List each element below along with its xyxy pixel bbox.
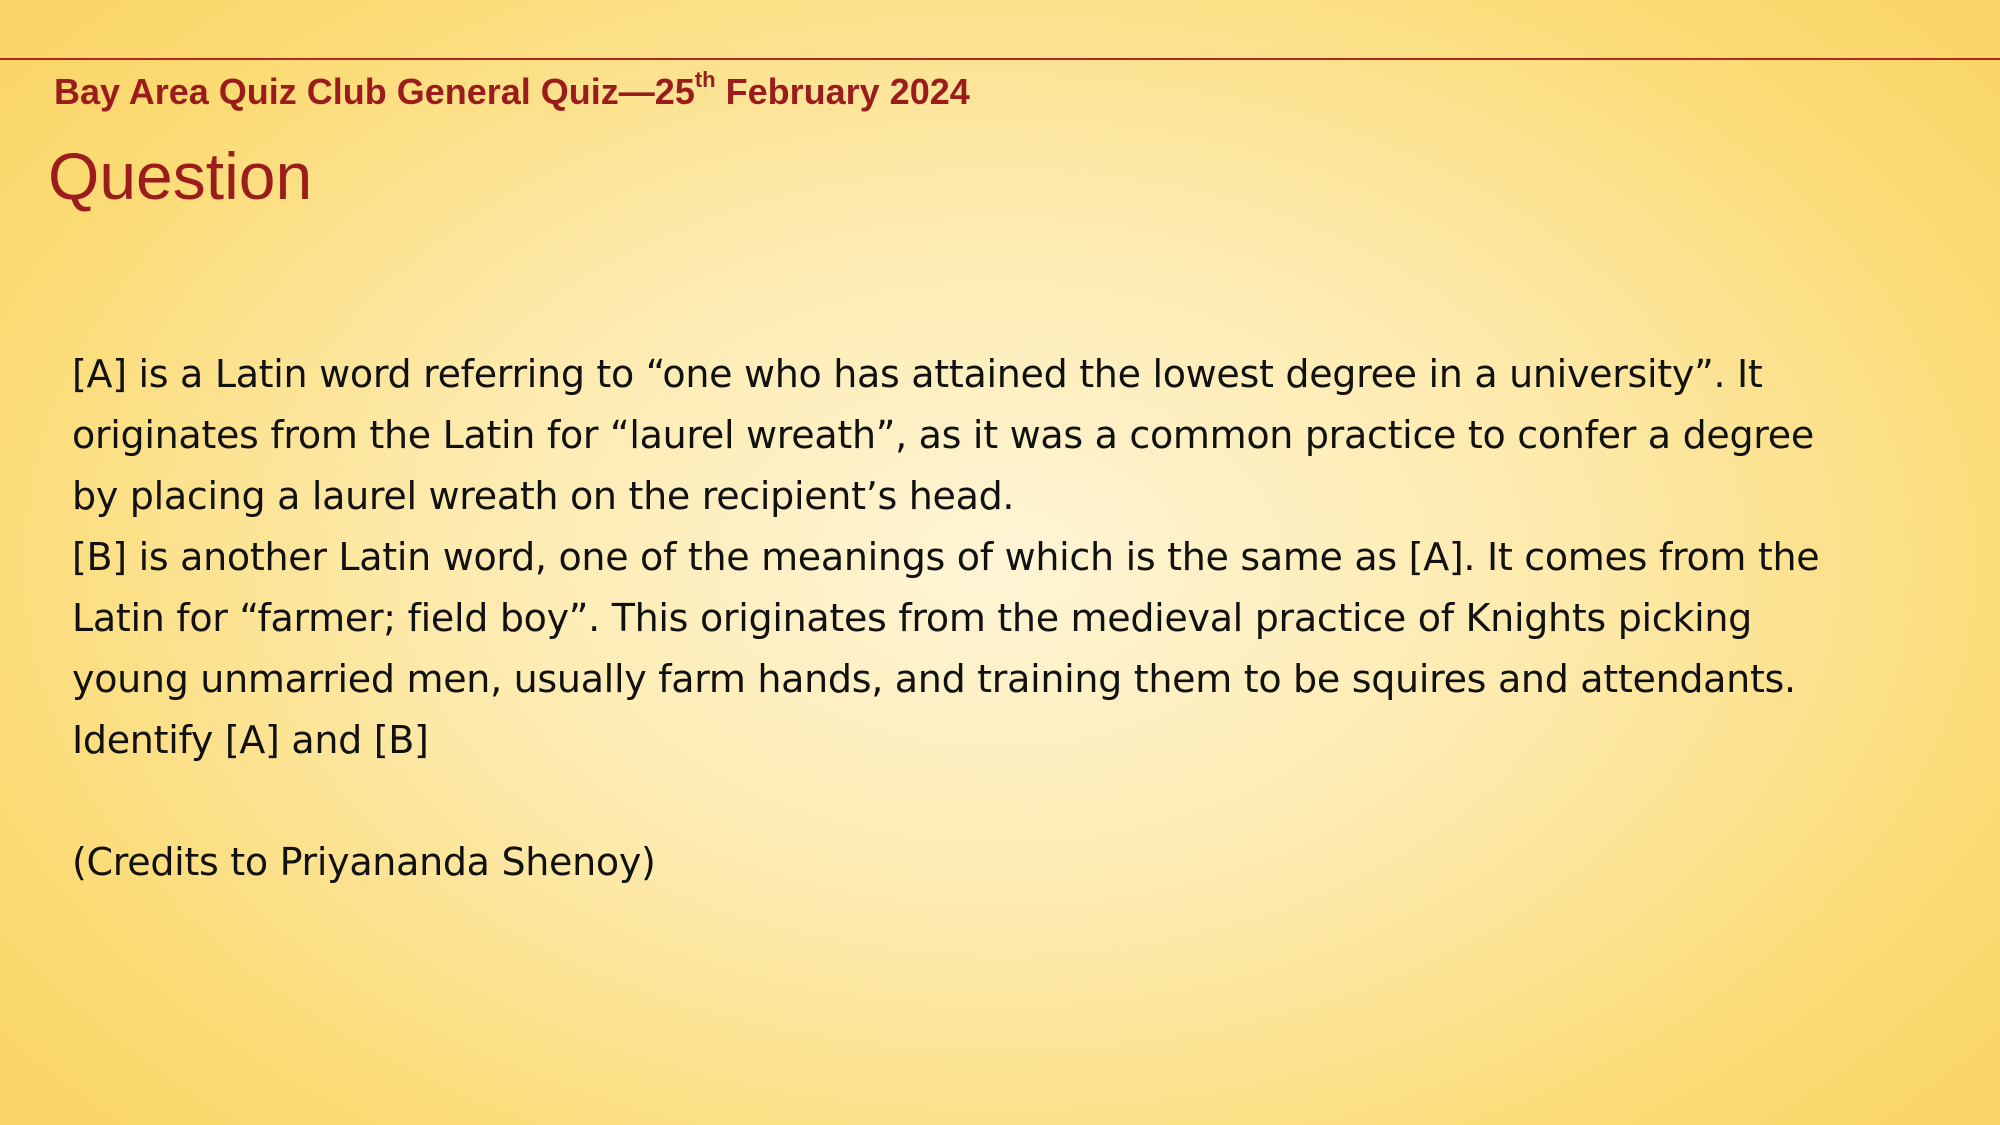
question-line: Identify [A] and [B] — [72, 718, 429, 762]
header-title-prefix: Bay Area Quiz Club General Quiz—25 — [54, 71, 695, 112]
question-body — [72, 344, 1952, 893]
question-line: [B] is another Latin word, one of the meanings of which is the same as [A]. It comes from the — [72, 535, 1820, 579]
question-line: [A] is a Latin word referring to “one who has attained the lowest degree in a university”. It — [72, 352, 1763, 396]
header-title-suffix: February 2024 — [715, 71, 970, 112]
question-line: by placing a laurel wreath on the recipient’s head. — [72, 474, 1015, 518]
slide-title: Question — [48, 139, 313, 213]
question-line: young unmarried men, usually farm hands, and training them to be squires and attendants. — [72, 657, 1796, 701]
blank-line — [72, 771, 1952, 832]
question-line: Latin for “farmer; field boy”. This originates from the medieval practice of Knights picking — [72, 596, 1752, 640]
quiz-header — [54, 67, 970, 114]
header-divider — [0, 58, 2000, 60]
credits-line: (Credits to Priyananda Shenoy) — [72, 840, 656, 884]
question-line: originates from the Latin for “laurel wreath”, as it was a common practice to confer a degree — [72, 413, 1814, 457]
header-title-superscript: th — [694, 67, 716, 92]
